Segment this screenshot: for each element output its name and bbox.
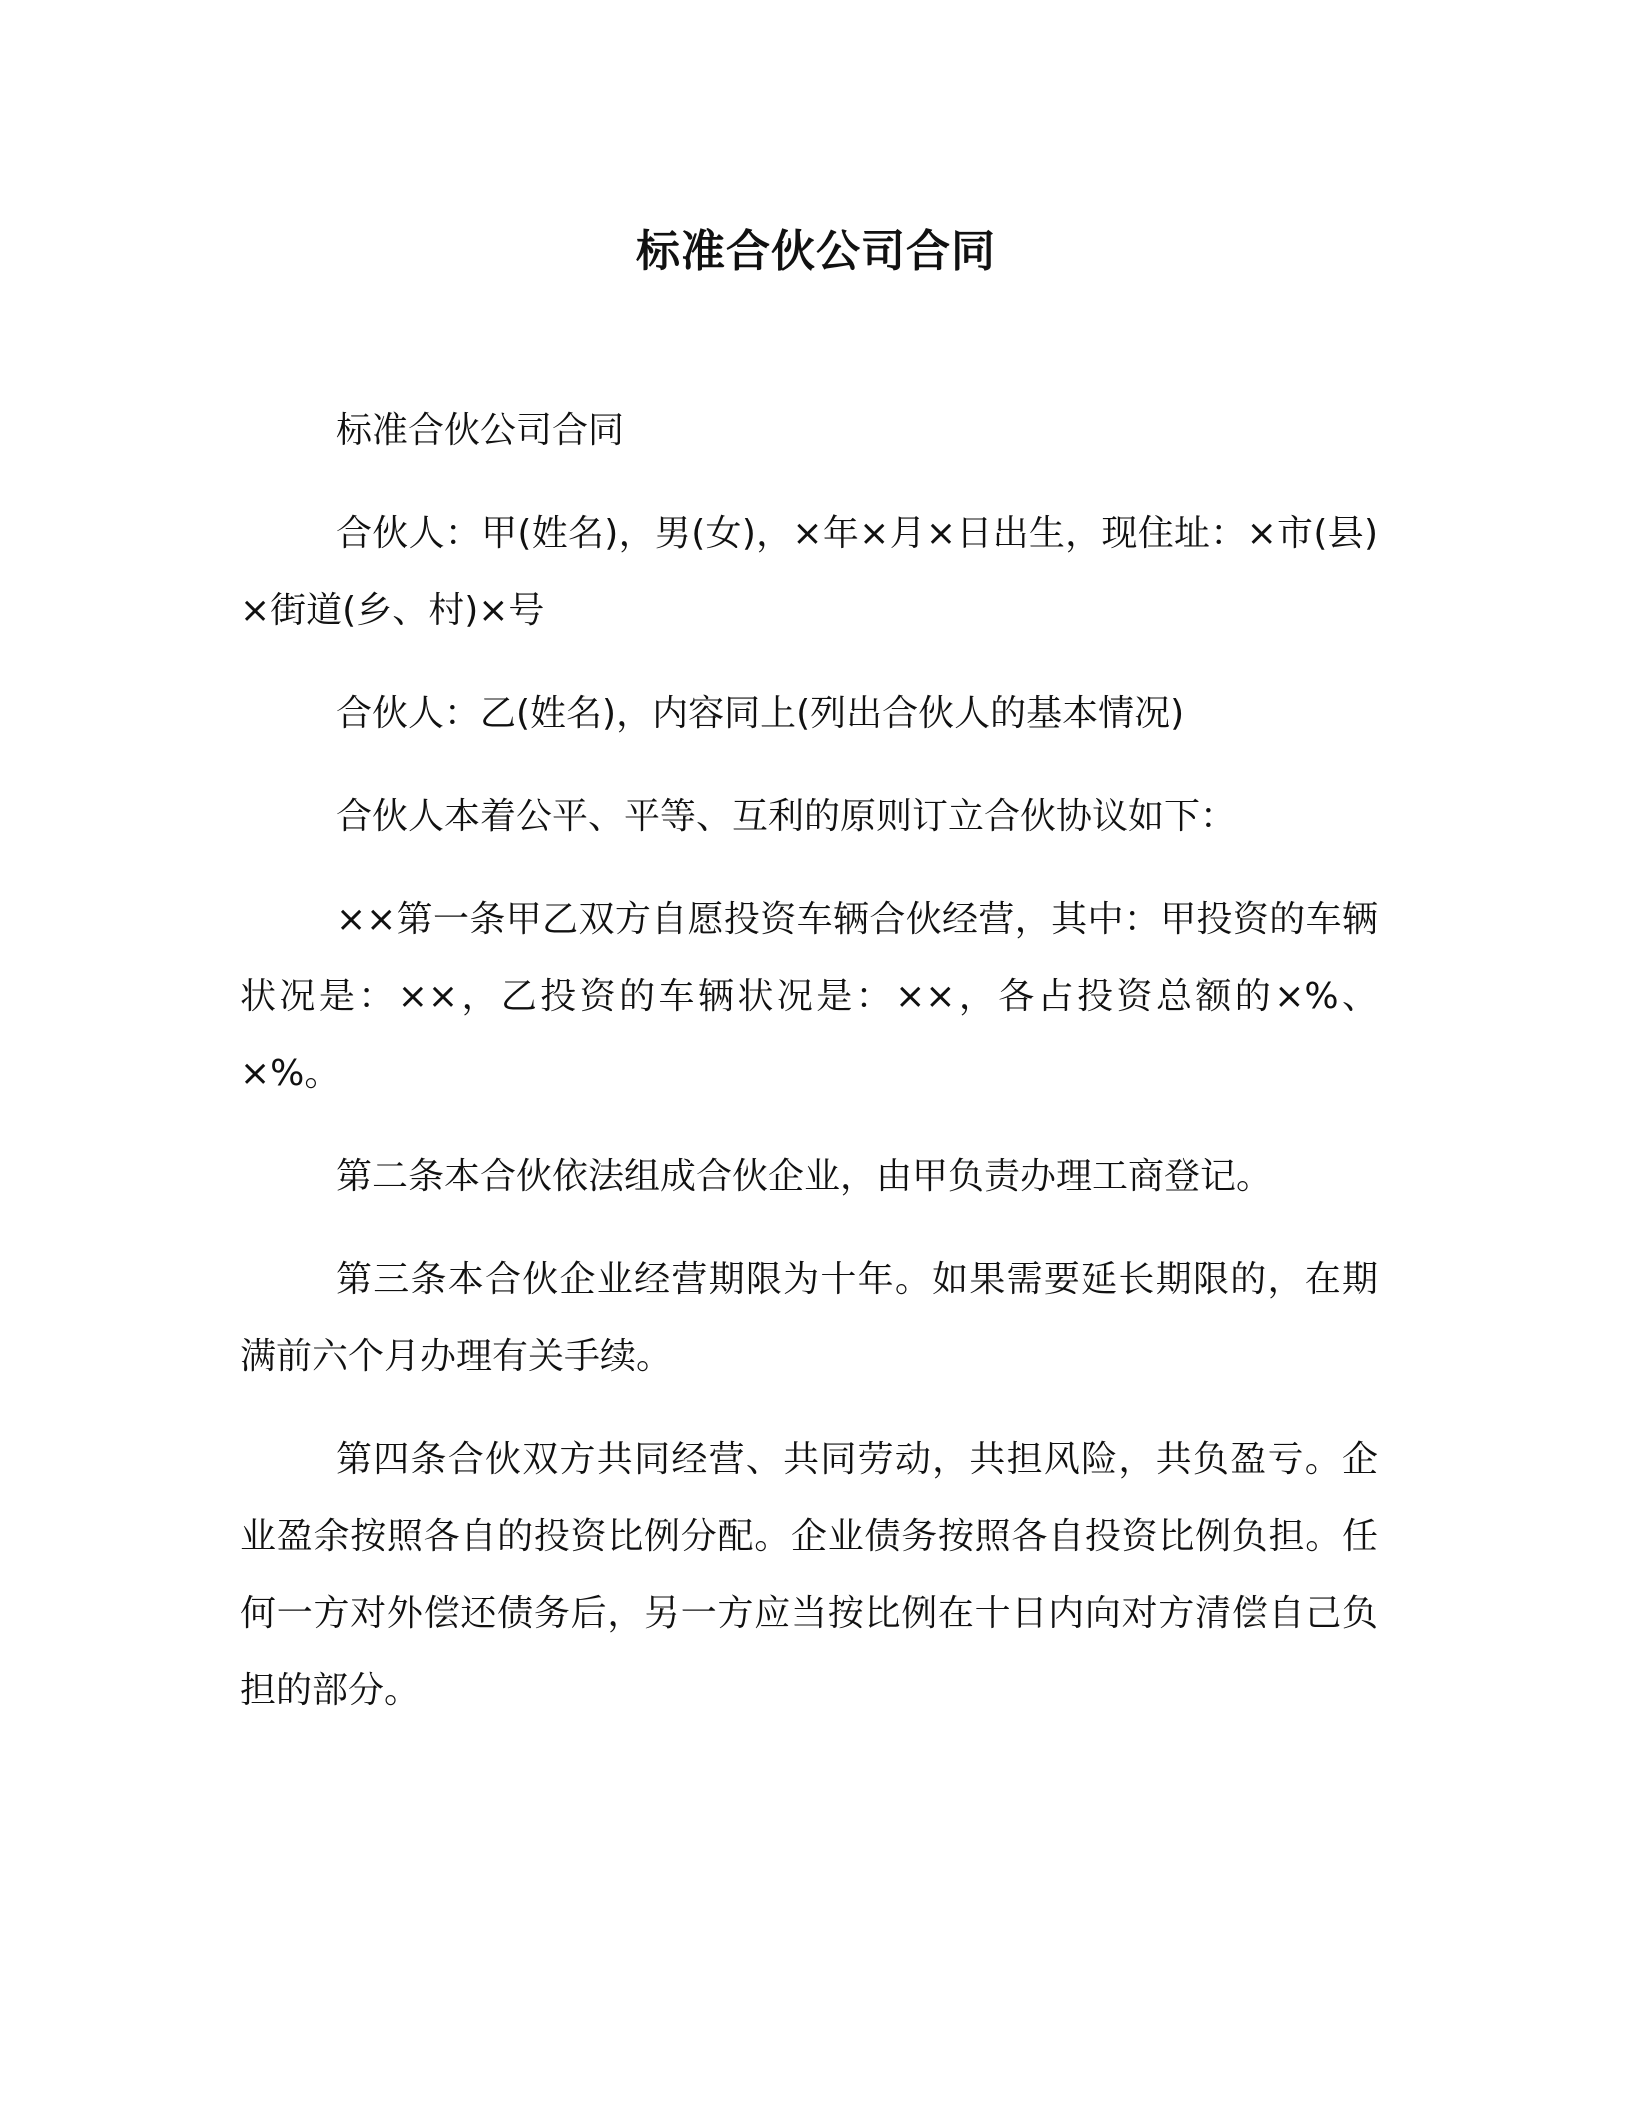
document-body — [240, 392, 1378, 1729]
paragraph-partner-a: 合伙人：甲(姓名)，男(女)，×年×月×日出生，现住址：×市(县)×街道(乡、村)×号 — [240, 513, 1378, 631]
paragraph-article-1: ××第一条甲乙双方自愿投资车辆合伙经营，其中：甲投资的车辆状况是：××，乙投资的车辆状况是：××，各占投资总额的×%、×%。 — [240, 899, 1378, 1094]
paragraph-article-4: 第四条合伙双方共同经营、共同劳动，共担风险，共负盈亏。企业盈余按照各自的投资比例分配。企业债务按照各自投资比例负担。任何一方对外偿还债务后，另一方应当按比例在十日内向对方清偿自己负担的部分。 — [240, 1439, 1378, 1711]
paragraph-article-2: 第二条本合伙依法组成合伙企业，由甲负责办理工商登记。 — [336, 1156, 1273, 1197]
document-title: 标准合伙公司合同 — [636, 226, 996, 277]
paragraph-preamble: 合伙人本着公平、平等、互利的原则订立合伙协议如下： — [336, 796, 1237, 837]
paragraph-subtitle: 标准合伙公司合同 — [336, 410, 625, 451]
paragraph-partner-b: 合伙人：乙(姓名)，内容同上(列出合伙人的基本情况) — [336, 693, 1185, 734]
paragraph-article-3: 第三条本合伙企业经营期限为十年。如果需要延长期限的，在期满前六个月办理有关手续。 — [240, 1259, 1378, 1377]
